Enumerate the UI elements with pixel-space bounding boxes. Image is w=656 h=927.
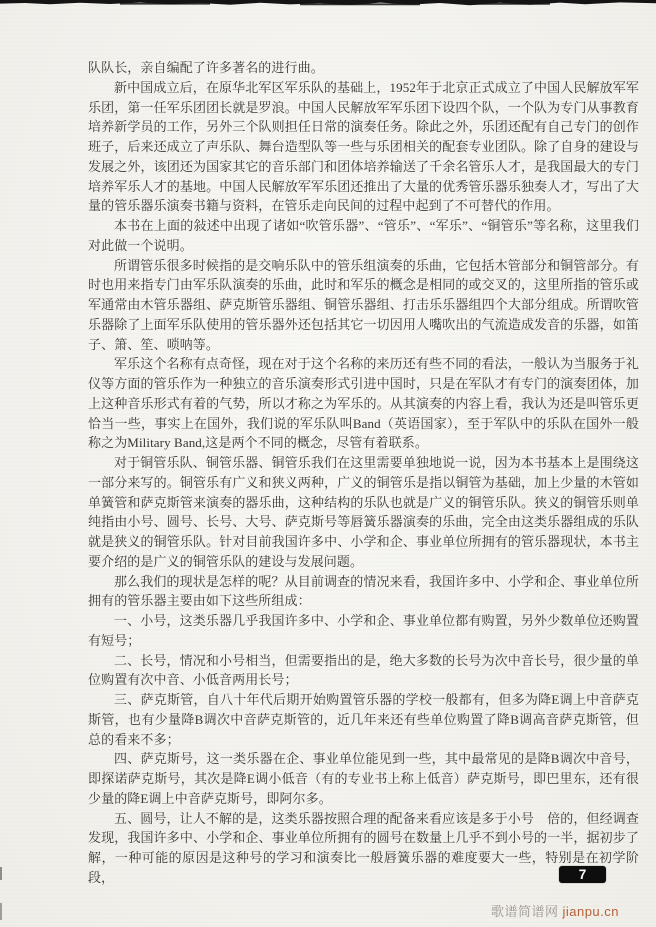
paragraph: 军乐这个名称有点奇怪，现在对于这个名称的来历还有些不同的看法，一般认为当服务于礼仪等方面的管乐作为一种独立的音乐演奏形式引进中国时，只是在军队才有专门的演奏团体，加上这种音乐形式有着的气势，所以才称之为军乐的。从其演奏的内容上看，我认为还是叫管乐更恰当一些，事实上在国外，我们说的军乐队叫Band（英语国家），至于军队中的乐队在国外一般称之为Military Band,这是两个不同的概念，尽管有着联系。 — [88, 356, 639, 451]
paragraph: 一、小号，这类乐器几乎我国许多中、小学和企、事业单位都有购置，另外少数单位还购置有短号； — [88, 613, 639, 648]
paragraph: 那么我们的现状是怎样的呢？从目前调查的情况来看，我国许多中、小学和企、事业单位所拥有的管乐器主要由如下这些所组成： — [88, 573, 639, 609]
paragraph: 四、萨克斯号，这一类乐器在企、事业单位能见到一些，其中最常见的是降B调次中音号，即探诺萨克斯号，其次是降E调小低音（有的专业书上称上低音）萨克斯号，即巴里东，还有很少量的降E调上中音萨克斯号，即阿尔多。 — [88, 751, 639, 806]
page-number-badge: 7 — [559, 866, 606, 883]
scan-mark — [0, 867, 2, 880]
scan-edge-artifact — [0, 0, 656, 8]
paragraph: 新中国成立后，在原华北军区军乐队的基础上，1952年于北京正式成立了中国人民解放军军乐团，第一任军乐团团长就是罗浪。中国人民解放军军乐团下设四个队，一个队为专门从事教育培养新学员的工作，另外三个队则担任日常的演奏任务。除此之外，乐团还配有自己专门的创作班子，后来还成立了声乐队、舞台造型队等一些与乐团相关的配套专业团队。除了自身的建设与发展之外，该团还为国家其它的音乐部门和团体培养输送了千余名管乐人才，是我国最大的专门培养军乐人才的基地。中国人民解放军军乐团还推出了大量的优秀管乐器乐独奏人才，写出了大量的管乐器乐演奏书籍与资料，在管乐走向民间的过程中起到了不可替代的作用。 — [88, 79, 639, 214]
page-body-text — [88, 58, 639, 888]
paragraph: 对于铜管乐队、铜管乐器、铜管乐我们在这里需要单独地说一说，因为本书基本上是围绕这一部分来写的。铜管乐有广义和狭义两种，广义的铜管乐是指以铜管为基础，加上少量的木管如单簧管和萨克斯管来演奏的器乐曲，这种结构的乐队也就是广义的铜管乐队。狭义的铜管乐则单纯指由小号、圆号、长号、大号、萨克斯号等唇簧乐器演奏的乐曲，完全由这类乐器组成的乐队就是狭义的铜管乐队。针对目前我国许多中、小学和企、事业单位所拥有的管乐器现状，本书主要介绍的是广义的铜管乐队的建设与发展问题。 — [88, 455, 639, 569]
watermark — [491, 901, 619, 920]
watermark-site-name: 歌谱简谱网 — [490, 904, 559, 919]
watermark-site-url: jianpu.cn — [562, 904, 619, 919]
paragraph: 所谓管乐很多时候指的是交响乐队中的管乐组演奏的乐曲，它包括木管部分和铜管部分。有时也用来指专门由军乐队演奏的乐曲，此时和军乐的概念是相同的或交叉的，这里所指的管乐或军通常由木管乐器组、萨克斯管乐器组、铜管乐器组、打击乐乐器组四个大部分组成。所谓吹管乐器除了上面军乐队使用的管乐器外还包括其它一切因用人嘴吹出的气流造成发音的乐器，如笛子、箫、笙、唢呐等。 — [88, 257, 639, 352]
paragraph: 二、长号，情况和小号相当，但需要指出的是，绝大多数的长号为次中音长号，很少量的单位购置有次中音、小低音两用长号； — [88, 652, 639, 688]
paragraph: 三、萨克斯管，自八十年代后期开始购置管乐器的学校一般都有，但多为降E调上中音萨克斯管，也有少量降B调次中音萨克斯管的，近几年来还有些单位购置了降B调高音萨克斯管，但总的看来不多； — [88, 692, 639, 747]
paragraph: 队队长，亲自编配了许多著名的进行曲。 — [88, 60, 324, 75]
paragraph: 本书在上面的敍述中出现了诸如“吹管乐器”、“管乐”、“军乐”、“铜管乐”等名称，这里我们对此做一个说明。 — [88, 218, 639, 253]
scan-mark — [0, 903, 2, 920]
paragraph: 五、圆号，让人不解的是，这类乐器按照合理的配备来看应该是多于小号 倍的，但经调查发现，我国许多中、小学和企、事业单位所拥有的圆号在数量上几乎不到小号的一半，据初步了解，一种可能的原因是这种号的学习和演奏比一般唇簧乐器的难度要大一些，特别是在初学阶段， — [88, 810, 639, 885]
